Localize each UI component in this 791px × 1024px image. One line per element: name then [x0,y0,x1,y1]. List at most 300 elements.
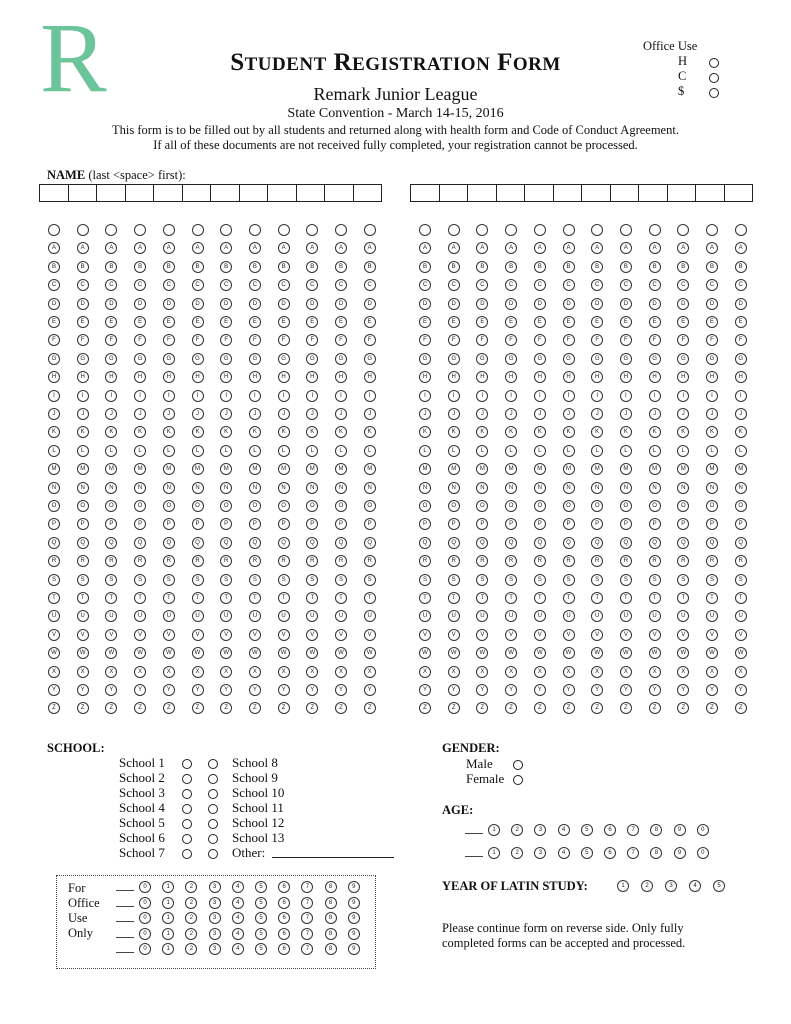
name-bubble[interactable]: K [220,426,232,438]
name-bubble[interactable]: J [134,408,146,420]
name-bubble[interactable]: R [163,555,175,567]
name-bubble[interactable]: G [534,353,546,365]
name-bubble[interactable]: C [48,279,60,291]
name-bubble[interactable]: X [534,666,546,678]
name-bubble[interactable]: M [48,463,60,475]
office-box-digit-bubble[interactable]: 9 [348,912,360,924]
name-bubble[interactable]: M [706,463,718,475]
age-digit-bubble[interactable]: 7 [627,847,639,859]
name-bubble[interactable]: Q [335,537,347,549]
name-bubble[interactable]: K [278,426,290,438]
age-digit-bubble[interactable]: 1 [488,847,500,859]
name-bubble[interactable]: S [706,574,718,586]
name-bubble[interactable]: O [364,500,376,512]
name-bubble[interactable]: K [476,426,488,438]
name-letter-box[interactable] [410,184,440,202]
name-bubble[interactable]: M [448,463,460,475]
name-bubble[interactable]: K [364,426,376,438]
age-digit-bubble[interactable]: 2 [511,824,523,836]
age-digit-bubble[interactable]: 6 [604,847,616,859]
name-bubble[interactable]: W [163,647,175,659]
name-bubble[interactable]: U [649,610,661,622]
name-bubble[interactable] [364,224,376,236]
name-bubble[interactable]: Z [134,702,146,714]
name-bubble[interactable]: Y [448,684,460,696]
name-bubble[interactable]: L [620,445,632,457]
name-bubble[interactable]: Y [220,684,232,696]
name-bubble[interactable] [534,224,546,236]
name-bubble[interactable]: Y [620,684,632,696]
name-bubble[interactable]: I [448,390,460,402]
name-bubble[interactable]: V [335,629,347,641]
name-bubble[interactable]: O [620,500,632,512]
office-use-circle[interactable] [709,73,719,83]
name-bubble[interactable]: W [534,647,546,659]
name-letter-box[interactable] [239,184,269,202]
office-box-digit-bubble[interactable]: 4 [232,928,244,940]
office-box-digit-bubble[interactable]: 8 [325,943,337,955]
name-bubble[interactable]: O [220,500,232,512]
name-bubble[interactable]: A [134,242,146,254]
name-bubble[interactable]: H [505,371,517,383]
name-bubble[interactable]: C [563,279,575,291]
name-bubble[interactable]: M [419,463,431,475]
gender-option-circle[interactable] [513,775,523,785]
name-bubble[interactable] [620,224,632,236]
name-bubble[interactable]: Z [364,702,376,714]
name-bubble[interactable]: A [476,242,488,254]
age-digit-bubble[interactable]: 9 [674,824,686,836]
name-bubble[interactable]: Y [677,684,689,696]
office-box-digit-bubble[interactable]: 7 [301,912,313,924]
name-bubble[interactable]: G [77,353,89,365]
name-bubble[interactable] [706,224,718,236]
name-bubble[interactable]: Q [163,537,175,549]
name-bubble[interactable]: G [419,353,431,365]
name-bubble[interactable]: C [278,279,290,291]
name-bubble[interactable]: Z [306,702,318,714]
name-bubble[interactable]: Q [649,537,661,549]
name-bubble[interactable]: C [591,279,603,291]
office-box-digit-bubble[interactable]: 9 [348,897,360,909]
name-bubble[interactable]: S [591,574,603,586]
name-bubble[interactable]: M [335,463,347,475]
name-bubble[interactable]: R [105,555,117,567]
age-digit-bubble[interactable]: 3 [534,847,546,859]
school-option-circle[interactable] [208,774,218,784]
name-bubble[interactable]: L [278,445,290,457]
name-bubble[interactable]: K [505,426,517,438]
name-bubble[interactable]: E [419,316,431,328]
latin-year-bubble[interactable]: 2 [641,880,653,892]
name-bubble[interactable]: V [192,629,204,641]
office-box-digit-bubble[interactable]: 0 [139,943,151,955]
name-bubble[interactable]: O [706,500,718,512]
name-bubble[interactable]: U [48,610,60,622]
name-bubble[interactable]: F [591,334,603,346]
name-bubble[interactable]: V [448,629,460,641]
name-bubble[interactable]: M [476,463,488,475]
name-bubble[interactable]: I [278,390,290,402]
name-bubble[interactable]: Z [419,702,431,714]
name-bubble[interactable]: W [335,647,347,659]
name-letter-box[interactable] [467,184,497,202]
office-box-digit-bubble[interactable]: 6 [278,943,290,955]
school-option-circle[interactable] [208,759,218,769]
name-letter-box[interactable] [524,184,554,202]
name-bubble[interactable]: L [249,445,261,457]
name-bubble[interactable]: A [706,242,718,254]
name-bubble[interactable]: E [278,316,290,328]
name-bubble[interactable]: I [706,390,718,402]
name-bubble[interactable]: J [706,408,718,420]
name-bubble[interactable]: J [249,408,261,420]
name-bubble[interactable] [249,224,261,236]
office-box-digit-bubble[interactable]: 8 [325,928,337,940]
name-bubble[interactable]: W [48,647,60,659]
school-option-circle[interactable] [182,774,192,784]
name-bubble[interactable]: U [735,610,747,622]
name-bubble[interactable]: G [476,353,488,365]
name-bubble[interactable]: N [677,482,689,494]
name-bubble[interactable]: J [419,408,431,420]
name-bubble[interactable]: V [306,629,318,641]
name-letter-box[interactable] [667,184,697,202]
name-bubble[interactable] [134,224,146,236]
name-bubble[interactable]: U [163,610,175,622]
name-bubble[interactable]: F [534,334,546,346]
school-option-circle[interactable] [182,789,192,799]
name-bubble[interactable]: L [105,445,117,457]
name-bubble[interactable]: G [591,353,603,365]
office-box-digit-bubble[interactable]: 8 [325,881,337,893]
name-bubble[interactable]: Z [706,702,718,714]
name-bubble[interactable]: Z [563,702,575,714]
name-bubble[interactable]: R [77,555,89,567]
name-bubble[interactable] [192,224,204,236]
name-bubble[interactable]: L [677,445,689,457]
name-bubble[interactable]: A [677,242,689,254]
name-bubble[interactable]: D [735,298,747,310]
name-bubble[interactable]: Z [105,702,117,714]
name-bubble[interactable]: U [77,610,89,622]
name-bubble[interactable]: H [448,371,460,383]
name-bubble[interactable]: S [620,574,632,586]
name-bubble[interactable]: M [249,463,261,475]
name-letter-box[interactable] [39,184,69,202]
name-bubble[interactable]: Z [476,702,488,714]
office-box-blank[interactable] [116,890,134,891]
name-bubble[interactable]: H [677,371,689,383]
office-box-blank[interactable] [116,937,134,938]
name-bubble[interactable]: E [105,316,117,328]
name-bubble[interactable]: R [563,555,575,567]
name-bubble[interactable]: X [706,666,718,678]
name-bubble[interactable]: U [677,610,689,622]
name-bubble[interactable]: V [563,629,575,641]
name-bubble[interactable]: W [364,647,376,659]
name-bubble[interactable]: H [192,371,204,383]
name-bubble[interactable]: I [735,390,747,402]
name-bubble[interactable]: F [505,334,517,346]
name-bubble[interactable]: E [77,316,89,328]
office-box-digit-bubble[interactable]: 7 [301,928,313,940]
name-bubble[interactable]: C [163,279,175,291]
name-bubble[interactable]: A [220,242,232,254]
name-bubble[interactable]: U [192,610,204,622]
name-bubble[interactable]: M [77,463,89,475]
name-bubble[interactable]: M [278,463,290,475]
name-bubble[interactable]: N [649,482,661,494]
name-bubble[interactable]: H [278,371,290,383]
name-bubble[interactable]: U [364,610,376,622]
name-bubble[interactable]: X [163,666,175,678]
name-bubble[interactable]: T [419,592,431,604]
name-bubble[interactable]: S [505,574,517,586]
name-bubble[interactable]: T [364,592,376,604]
name-bubble[interactable]: Y [476,684,488,696]
name-bubble[interactable]: S [105,574,117,586]
name-bubble[interactable]: A [534,242,546,254]
name-bubble[interactable]: L [134,445,146,457]
name-letter-box[interactable] [638,184,668,202]
name-bubble[interactable] [448,224,460,236]
name-bubble[interactable]: Z [335,702,347,714]
name-bubble[interactable]: V [48,629,60,641]
name-bubble[interactable]: M [534,463,546,475]
name-bubble[interactable]: K [448,426,460,438]
name-bubble[interactable]: X [278,666,290,678]
name-bubble[interactable]: N [306,482,318,494]
name-bubble[interactable]: S [563,574,575,586]
name-bubble[interactable]: O [306,500,318,512]
office-box-digit-bubble[interactable]: 3 [209,912,221,924]
name-bubble[interactable]: Y [364,684,376,696]
school-option-circle[interactable] [208,834,218,844]
name-bubble[interactable]: T [505,592,517,604]
name-bubble[interactable]: G [649,353,661,365]
name-bubble[interactable]: N [278,482,290,494]
name-bubble[interactable]: N [192,482,204,494]
name-bubble[interactable]: A [649,242,661,254]
name-bubble[interactable]: T [476,592,488,604]
name-bubble[interactable]: D [48,298,60,310]
name-bubble[interactable]: B [476,261,488,273]
name-bubble[interactable]: X [735,666,747,678]
name-bubble[interactable]: B [419,261,431,273]
office-box-digit-bubble[interactable]: 2 [185,943,197,955]
name-bubble[interactable]: Z [505,702,517,714]
name-bubble[interactable]: Z [620,702,632,714]
name-bubble[interactable]: L [163,445,175,457]
name-bubble[interactable]: E [476,316,488,328]
name-bubble[interactable]: Q [563,537,575,549]
name-bubble[interactable] [278,224,290,236]
name-bubble[interactable]: S [134,574,146,586]
name-bubble[interactable]: U [134,610,146,622]
name-bubble[interactable]: B [649,261,661,273]
name-bubble[interactable]: H [563,371,575,383]
name-bubble[interactable]: P [278,518,290,530]
name-bubble[interactable]: I [134,390,146,402]
name-letter-box[interactable] [724,184,754,202]
office-box-digit-bubble[interactable]: 6 [278,912,290,924]
name-bubble[interactable]: J [448,408,460,420]
name-bubble[interactable]: Q [306,537,318,549]
name-bubble[interactable]: N [335,482,347,494]
name-bubble[interactable]: C [505,279,517,291]
name-bubble[interactable]: H [735,371,747,383]
name-bubble[interactable]: Z [649,702,661,714]
school-option-circle[interactable] [208,849,218,859]
name-bubble[interactable]: C [249,279,261,291]
name-bubble[interactable]: C [620,279,632,291]
name-letter-box[interactable] [267,184,297,202]
age-digit-bubble[interactable]: 9 [674,847,686,859]
name-bubble[interactable]: T [620,592,632,604]
name-bubble[interactable]: F [48,334,60,346]
name-bubble[interactable]: G [278,353,290,365]
name-bubble[interactable]: D [419,298,431,310]
age-digit-bubble[interactable]: 4 [558,847,570,859]
name-bubble[interactable]: N [735,482,747,494]
name-bubble[interactable]: W [563,647,575,659]
name-bubble[interactable]: U [419,610,431,622]
name-bubble[interactable]: E [706,316,718,328]
name-bubble[interactable]: Y [335,684,347,696]
name-bubble[interactable]: H [591,371,603,383]
name-bubble[interactable]: S [364,574,376,586]
name-bubble[interactable]: V [134,629,146,641]
name-bubble[interactable]: P [735,518,747,530]
school-option-circle[interactable] [182,759,192,769]
name-bubble[interactable]: D [677,298,689,310]
name-bubble[interactable]: G [735,353,747,365]
name-bubble[interactable]: A [335,242,347,254]
name-bubble[interactable]: G [220,353,232,365]
name-bubble[interactable]: S [48,574,60,586]
name-bubble[interactable]: Q [105,537,117,549]
name-bubble[interactable]: Y [706,684,718,696]
name-bubble[interactable]: O [649,500,661,512]
name-bubble[interactable]: H [476,371,488,383]
name-bubble[interactable]: B [735,261,747,273]
age-digit-bubble[interactable]: 5 [581,824,593,836]
name-bubble[interactable]: E [735,316,747,328]
name-bubble[interactable]: B [620,261,632,273]
name-bubble[interactable]: C [105,279,117,291]
name-bubble[interactable]: E [306,316,318,328]
name-bubble[interactable]: Q [591,537,603,549]
latin-year-bubble[interactable]: 4 [689,880,701,892]
office-box-digit-bubble[interactable]: 0 [139,928,151,940]
name-bubble[interactable]: H [134,371,146,383]
name-bubble[interactable]: W [505,647,517,659]
name-bubble[interactable]: J [591,408,603,420]
name-bubble[interactable]: Y [192,684,204,696]
office-box-digit-bubble[interactable]: 7 [301,943,313,955]
name-bubble[interactable]: R [649,555,661,567]
office-box-digit-bubble[interactable]: 7 [301,897,313,909]
name-bubble[interactable]: R [591,555,603,567]
name-bubble[interactable]: P [649,518,661,530]
name-bubble[interactable]: V [677,629,689,641]
name-bubble[interactable]: D [249,298,261,310]
name-bubble[interactable]: L [77,445,89,457]
name-bubble[interactable]: Q [220,537,232,549]
name-bubble[interactable]: A [505,242,517,254]
name-bubble[interactable]: H [77,371,89,383]
name-bubble[interactable]: Y [163,684,175,696]
name-bubble[interactable]: P [476,518,488,530]
name-bubble[interactable]: Y [249,684,261,696]
name-bubble[interactable]: V [735,629,747,641]
office-box-digit-bubble[interactable]: 7 [301,881,313,893]
office-box-digit-bubble[interactable]: 1 [162,912,174,924]
name-bubble[interactable]: P [677,518,689,530]
name-bubble[interactable]: B [563,261,575,273]
name-bubble[interactable]: I [192,390,204,402]
age-digit-bubble[interactable]: 8 [650,824,662,836]
name-bubble[interactable]: N [476,482,488,494]
name-bubble[interactable]: Z [192,702,204,714]
name-letter-box[interactable] [68,184,98,202]
name-bubble[interactable]: B [306,261,318,273]
name-bubble[interactable]: Q [364,537,376,549]
name-bubble[interactable]: Q [77,537,89,549]
name-bubble[interactable]: F [306,334,318,346]
name-bubble[interactable]: T [563,592,575,604]
name-bubble[interactable]: C [220,279,232,291]
name-bubble[interactable]: Z [677,702,689,714]
name-bubble[interactable] [591,224,603,236]
name-bubble[interactable]: J [48,408,60,420]
name-bubble[interactable]: J [335,408,347,420]
name-bubble[interactable]: T [591,592,603,604]
name-bubble[interactable]: J [735,408,747,420]
name-bubble[interactable]: F [620,334,632,346]
name-bubble[interactable]: P [134,518,146,530]
name-bubble[interactable]: H [534,371,546,383]
name-bubble[interactable]: M [591,463,603,475]
name-bubble[interactable]: K [48,426,60,438]
name-bubble[interactable]: X [563,666,575,678]
name-bubble[interactable]: F [419,334,431,346]
office-box-digit-bubble[interactable]: 5 [255,943,267,955]
name-bubble[interactable]: U [563,610,575,622]
name-bubble[interactable]: E [249,316,261,328]
name-bubble[interactable]: A [591,242,603,254]
name-bubble[interactable]: J [163,408,175,420]
name-bubble[interactable]: Y [306,684,318,696]
name-bubble[interactable]: A [364,242,376,254]
name-bubble[interactable]: G [192,353,204,365]
name-bubble[interactable]: U [706,610,718,622]
name-bubble[interactable]: L [591,445,603,457]
name-bubble[interactable]: Z [163,702,175,714]
school-option-circle[interactable] [208,819,218,829]
name-bubble[interactable]: F [335,334,347,346]
name-bubble[interactable]: H [364,371,376,383]
name-bubble[interactable]: L [48,445,60,457]
name-bubble[interactable]: E [677,316,689,328]
name-bubble[interactable]: I [306,390,318,402]
office-box-digit-bubble[interactable]: 3 [209,881,221,893]
name-bubble[interactable]: J [505,408,517,420]
name-bubble[interactable]: B [335,261,347,273]
name-bubble[interactable]: D [364,298,376,310]
name-bubble[interactable]: D [534,298,546,310]
